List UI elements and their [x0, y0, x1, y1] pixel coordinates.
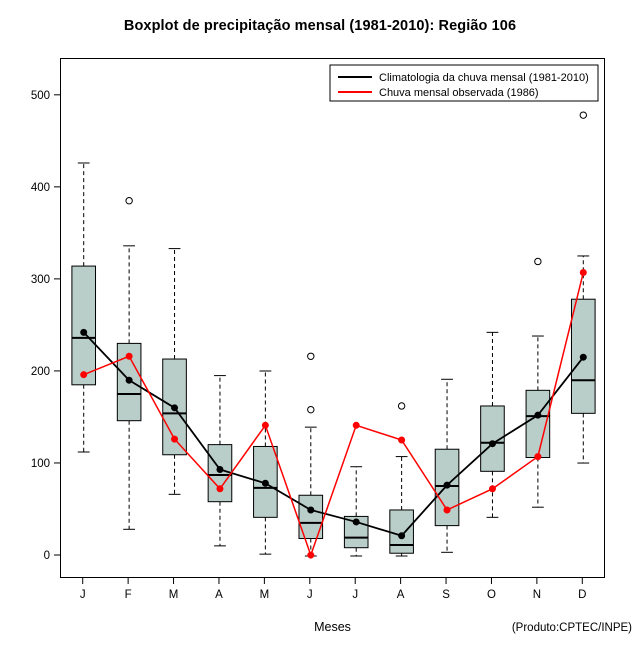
x-tick-label: M — [259, 589, 270, 601]
x-tick-label: D — [578, 589, 587, 601]
x-tick-label: N — [532, 589, 542, 601]
page-title: Boxplot de precipitação mensal (1981-2010): Região 106 — [123, 18, 517, 34]
y-tick-label: 300 — [30, 273, 50, 286]
x-tick-label: J — [306, 589, 313, 601]
x-tick-label: A — [396, 589, 405, 601]
legend-label: Chuva mensal observada (1986) — [379, 87, 539, 99]
x-tick-label: S — [442, 589, 450, 601]
y-tick-label: 500 — [30, 89, 50, 102]
x-tick-label: M — [168, 589, 179, 601]
legend-label: Climatologia da chuva mensal (1981-2010) — [379, 72, 589, 84]
x-tick-label: J — [352, 589, 359, 601]
x-tick-label: F — [124, 589, 132, 601]
y-tick-label: 400 — [30, 181, 50, 194]
credit-note: (Produto:CPTEC/INPE) — [511, 622, 632, 634]
x-axis-label: Meses — [314, 620, 351, 634]
x-tick-label: J — [79, 589, 86, 601]
x-tick-label: O — [486, 589, 496, 601]
y-tick-label: 200 — [30, 365, 50, 378]
y-tick-label: 0 — [43, 549, 50, 562]
x-tick-label: A — [215, 589, 223, 601]
y-tick-label: 100 — [30, 457, 50, 470]
